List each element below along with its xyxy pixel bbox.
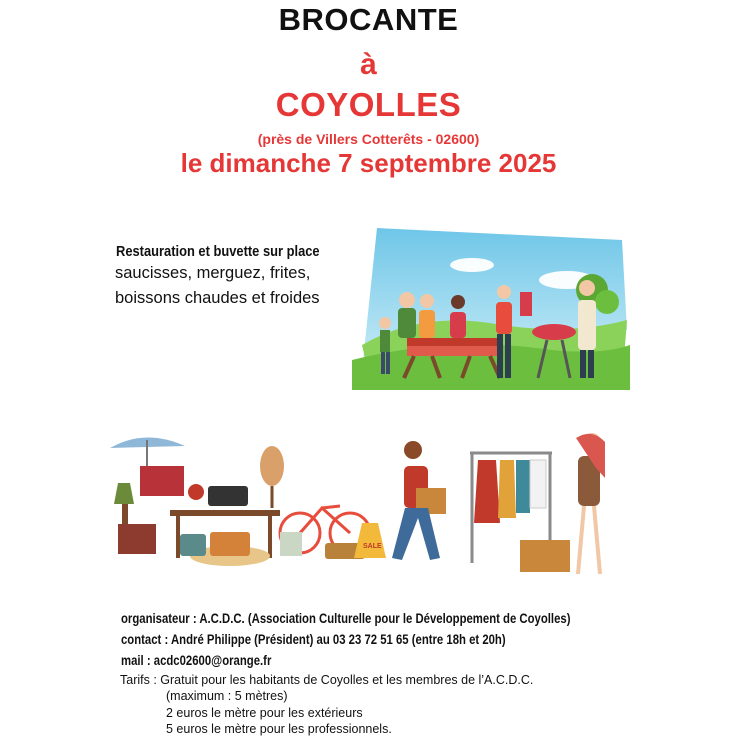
location-note: (près de Villers Cotterêts - 02600): [257, 131, 480, 147]
poster-title: BROCANTE: [278, 2, 459, 37]
title-connector: à: [360, 48, 377, 81]
tarif-line-3: 2 euros le mètre pour les extérieurs: [166, 706, 363, 720]
town-name: COYOLLES: [275, 86, 462, 123]
food-line-1: saucisses, merguez, frites,: [115, 264, 311, 282]
sale-tag: SALE: [363, 543, 382, 550]
flea-market-illustration: [100, 428, 630, 588]
contact-line: contact : André Philippe (Président) au 03 23 72 51 65 (entre 18h et 20h): [121, 632, 506, 647]
bbq-scene-illustration: [352, 220, 632, 390]
food-heading: Restauration et buvette sur place: [116, 243, 320, 260]
tarif-line-4: 5 euros le mètre pour les professionnels.: [166, 722, 392, 736]
food-line-2: boissons chaudes et froides: [115, 289, 320, 307]
tarif-line-1: Tarifs : Gratuit pour les habitants de Coyolles et les membres de l’A.C.D.C.: [120, 673, 534, 687]
mail-line: mail : acdc02600@orange.fr: [121, 653, 272, 668]
event-date: le dimanche 7 septembre 2025: [180, 148, 557, 178]
tarif-line-2: (maximum : 5 mètres): [166, 689, 288, 703]
organizer-line: organisateur : A.C.D.C. (Association Culturelle pour le Développement de Coyolles): [121, 611, 571, 626]
